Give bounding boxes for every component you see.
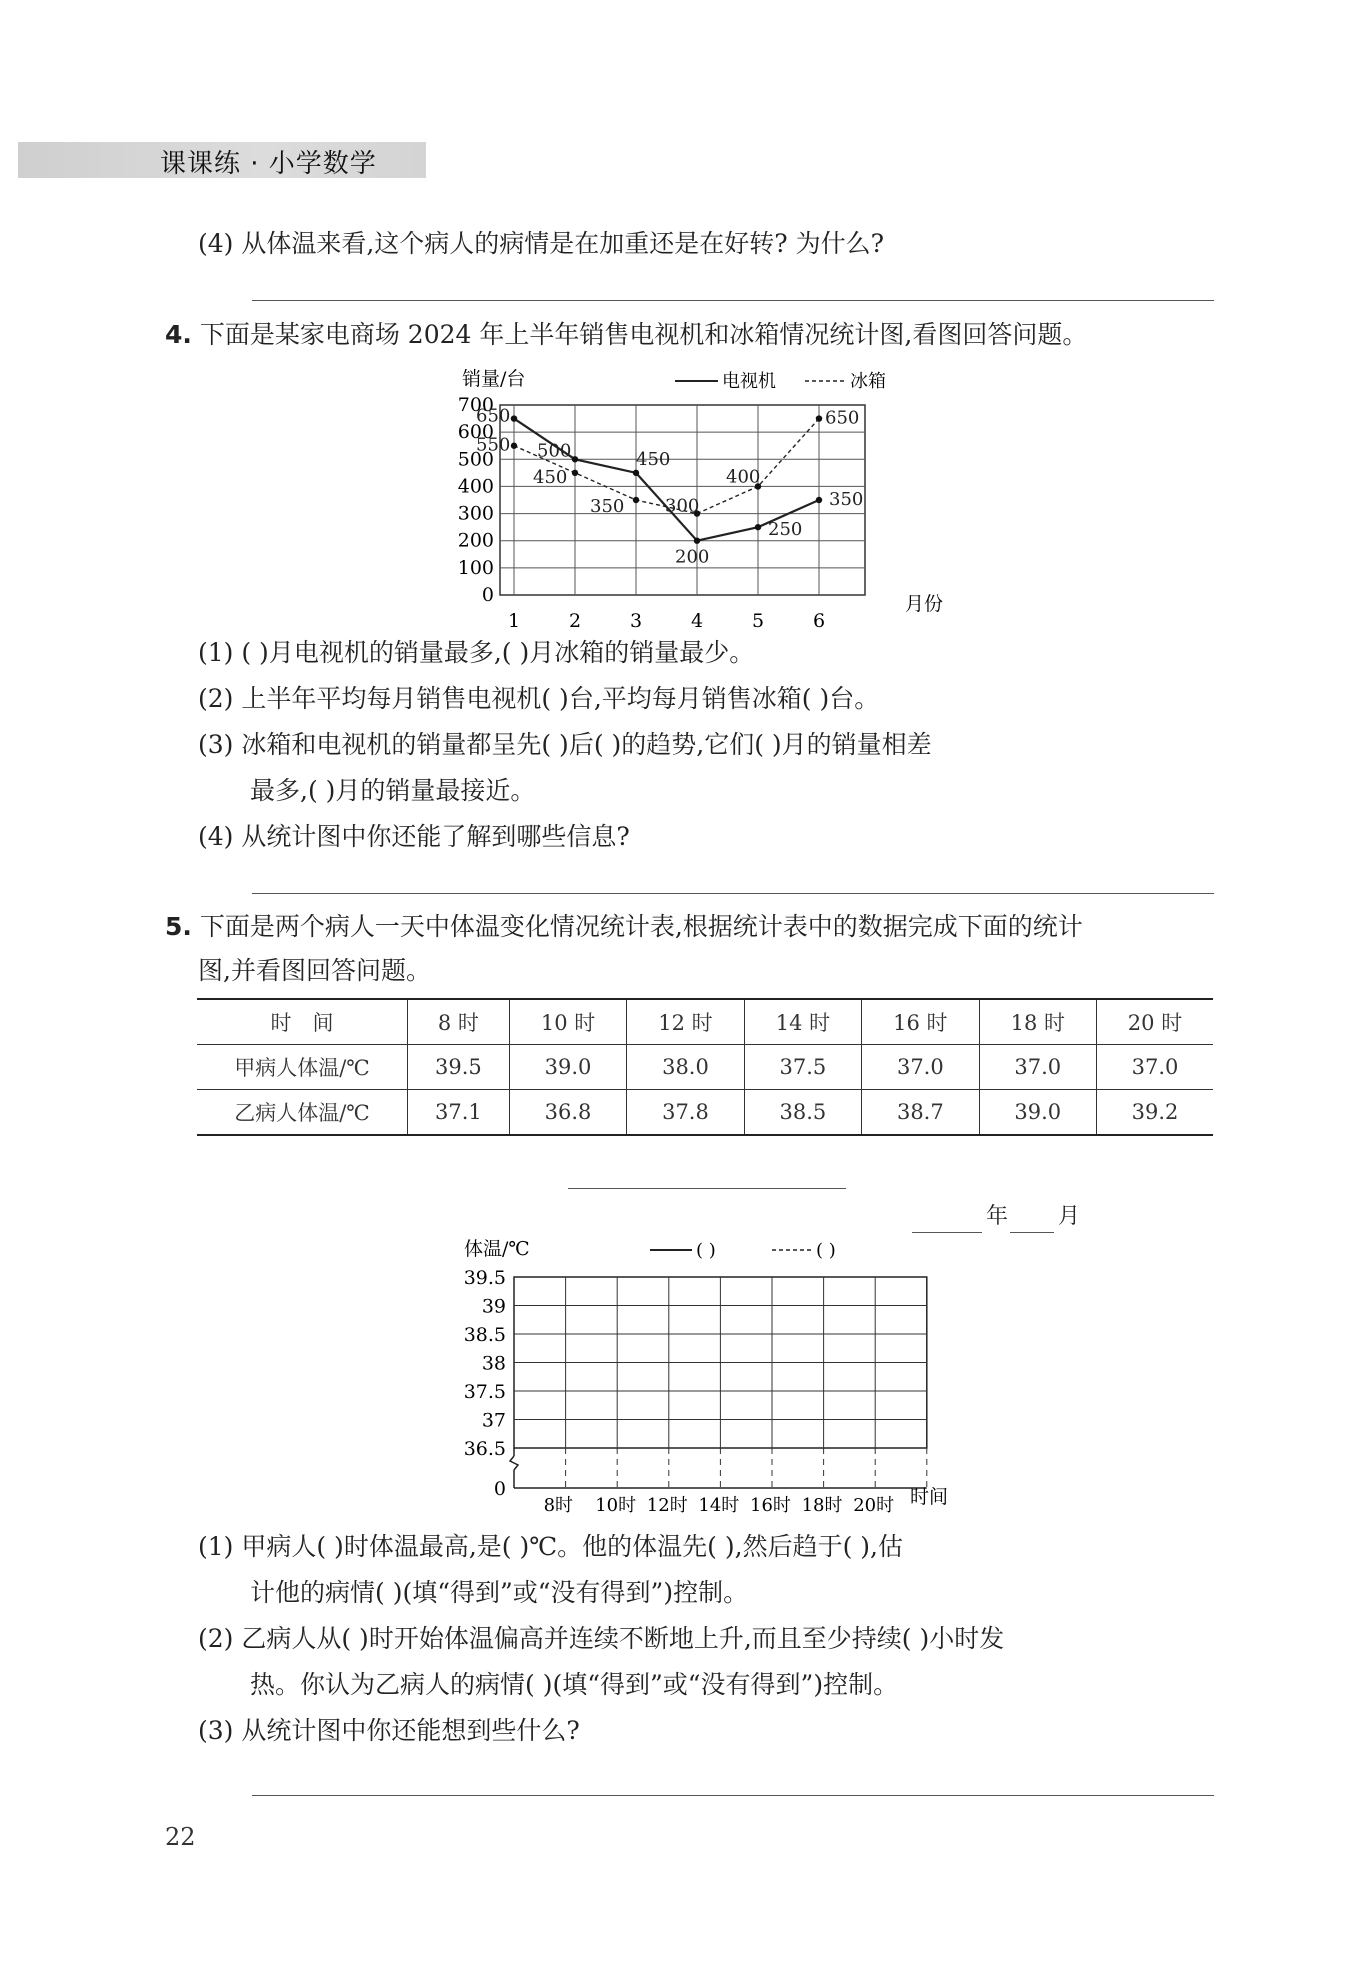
table-row: [197, 1090, 1213, 1136]
chart1-x-tick-label: 2: [568, 610, 582, 632]
q4-item-1: (1) ( )月电视机的销量最多,( )月冰箱的销量最少。: [198, 638, 755, 667]
month-label: 月: [1058, 1204, 1081, 1229]
q5-item-2-cont: 热。你认为乙病人的病情( )(填“得到”或“没有得到”)控制。: [250, 1670, 899, 1699]
table-cell: 37.1: [408, 1090, 510, 1136]
chart2-y-axis-label: 体温/℃: [464, 1238, 530, 1260]
chart2-y-tick-label: 0: [493, 1478, 506, 1500]
table-cell: 37.5: [744, 1045, 861, 1090]
month-blank: [1010, 1232, 1054, 1233]
chart1-x-tick-label: 4: [690, 610, 704, 632]
chart1-y-tick-label: 600: [457, 421, 494, 444]
table-header-cell: 20 时: [1097, 999, 1214, 1045]
chart1-point: [633, 470, 639, 476]
chart1-data-label: 650: [476, 405, 511, 427]
chart1-data-label: 650: [825, 407, 860, 429]
table-header-cell: 12 时: [627, 999, 744, 1045]
q5-item-1-cont: 计他的病情( )(填“得到”或“没有得到”)控制。: [250, 1578, 749, 1607]
chart1-y-tick-label: 0: [481, 584, 494, 606]
table-cell: 39.5: [408, 1045, 510, 1090]
q4-text: 下面是某家电商场 2024 年上半年销售电视机和冰箱情况统计图,看图回答问题。: [199, 320, 1088, 349]
q5-text-line1: 下面是两个病人一天中体温变化情况统计表,根据统计表中的数据完成下面的统计: [199, 912, 1083, 941]
chart2-x-tick-label: 18时: [801, 1495, 843, 1516]
chart2-axis-break: [510, 1456, 518, 1470]
chart2-x-tick-label: 10时: [595, 1495, 637, 1516]
table-cell: 乙病人体温/℃: [197, 1090, 408, 1136]
table-row: [197, 1045, 1213, 1090]
temperature-chart: [450, 1235, 1010, 1516]
chart1-x-tick-labels: [508, 610, 825, 632]
table-header-cell: 18 时: [979, 999, 1096, 1045]
table-cell: 甲病人体温/℃: [197, 1045, 408, 1090]
year-label: 年: [986, 1204, 1009, 1229]
chart2-x-tick-label: 16时: [750, 1495, 791, 1516]
chart1-legend-label: 冰箱: [850, 371, 886, 392]
chart2-x-tick-label: 12时: [646, 1495, 688, 1516]
sales-chart: [440, 360, 1040, 632]
chart2-y-tick-labels: [464, 1267, 506, 1500]
q5-question-line1: [165, 910, 1083, 944]
q4-number: 4.: [165, 320, 192, 349]
table-cell: 39.0: [979, 1090, 1096, 1136]
year-blank: [912, 1232, 982, 1233]
table-header-cell: 8 时: [408, 999, 510, 1045]
chart1-x-tick-label: 3: [629, 610, 643, 632]
chart1-point: [694, 538, 700, 544]
table-cell: 36.8: [509, 1090, 626, 1136]
chart2-legend-blank: ( ): [696, 1240, 716, 1261]
chart1-point: [511, 415, 517, 421]
table-cell: 37.0: [979, 1045, 1096, 1090]
chart1-data-label: 200: [675, 546, 710, 568]
temperature-table: [197, 998, 1213, 1136]
chart1-data-label: 350: [829, 489, 864, 510]
table-cell: 37.8: [627, 1090, 744, 1136]
chart2-x-tick-label: 14时: [698, 1495, 740, 1516]
chart1-data-label: 250: [768, 519, 803, 541]
chart2-x-tick-label: 20时: [853, 1495, 895, 1516]
chart1-y-tick-label: 400: [457, 475, 494, 498]
page-number: 22: [165, 1823, 196, 1851]
chart1-data-label: 550: [476, 434, 511, 456]
chart2-y-tick-label: 39.5: [463, 1267, 506, 1289]
chart2-grid: [510, 1277, 927, 1488]
q5-item-3: (3) 从统计图中你还能想到些什么?: [198, 1716, 580, 1745]
chart2-x-tick-label: 8时: [543, 1495, 574, 1516]
chart1-y-tick-label: 100: [457, 556, 494, 579]
chart1-point: [755, 524, 761, 530]
q4-item-3-cont: 最多,( )月的销量最接近。: [250, 776, 536, 805]
table-cell: 38.0: [627, 1045, 744, 1090]
q5-item-2: (2) 乙病人从( )时开始体温偏高并连续不断地上升,而且至少持续( )小时发: [198, 1624, 1005, 1653]
chart1-x-tick-label: 1: [507, 610, 521, 632]
table-cell: 38.7: [862, 1090, 979, 1136]
chart1-y-tick-label: 200: [457, 529, 494, 552]
q4-item-3: (3) 冰箱和电视机的销量都呈先( )后( )的趋势,它们( )月的销量相差: [198, 730, 932, 759]
chart1-x-tick-label: 6: [812, 610, 826, 632]
chart1-x-axis-label: 月份: [905, 593, 944, 615]
chart2-y-tick-label: 37.5: [463, 1381, 506, 1403]
chart1-x-tick-label: 5: [751, 610, 765, 632]
table-header-row: [197, 999, 1213, 1045]
chart2-x-tick-labels: [544, 1495, 895, 1516]
table-header-cell: 时 间: [197, 999, 408, 1045]
table-cell: 38.5: [744, 1090, 861, 1136]
header-title: 课课练 · 小学数学: [160, 149, 377, 179]
q5-question-line2: 图,并看图回答问题。: [198, 956, 431, 985]
chart1-legend-label: 电视机: [722, 371, 776, 392]
chart2-legend: [650, 1240, 836, 1261]
q4-question: [165, 318, 1087, 352]
chart1-data-label: 300: [665, 495, 700, 517]
q4-item-2: (2) 上半年平均每月销售电视机( )台,平均每月销售冰箱( )台。: [198, 684, 880, 713]
chart1-point: [633, 497, 639, 503]
chart1-legend: [675, 371, 886, 392]
q5-item-1: (1) 甲病人( )时体温最高,是( )℃。他的体温先( ),然后趋于( ),估: [198, 1532, 903, 1561]
q3-item-4: (4) 从体温来看,这个病人的病情是在加重还是在好转? 为什么?: [198, 229, 885, 258]
table-cell: 39.0: [509, 1045, 626, 1090]
chart1-data-label: 500: [537, 440, 572, 462]
chart2-legend-blank: ( ): [816, 1240, 836, 1261]
table-cell: 39.2: [1097, 1090, 1214, 1136]
q4-item-4: (4) 从统计图中你还能了解到哪些信息?: [198, 822, 630, 851]
table-header-cell: 10 时: [509, 999, 626, 1045]
chart1-data-label: 400: [726, 466, 761, 488]
chart1-y-tick-label: 500: [457, 448, 494, 471]
chart1-y-axis-label: 销量/台: [462, 368, 526, 390]
chart2-y-tick-label: 39: [481, 1295, 506, 1318]
chart2-x-axis-label: 时间: [910, 1486, 949, 1508]
q5-number: 5.: [165, 912, 192, 941]
table-header-cell: 16 时: [862, 999, 979, 1045]
chart2-y-tick-label: 38.5: [463, 1324, 506, 1346]
chart1-point: [816, 415, 822, 421]
chart1-point: [572, 456, 578, 462]
table-cell: 37.0: [1097, 1045, 1214, 1090]
table-cell: 37.0: [862, 1045, 979, 1090]
chart1-y-tick-label: 700: [457, 394, 494, 416]
chart2-y-tick-label: 38: [481, 1352, 506, 1375]
chart1-data-label: 450: [636, 448, 671, 470]
q5-answer-line: [252, 1795, 1214, 1796]
q4-answer-line: [252, 893, 1214, 894]
chart1-y-tick-label: 300: [457, 502, 494, 525]
chart1-point: [816, 497, 822, 503]
chart-title-blank: [568, 1188, 846, 1189]
chart2-y-tick-label: 37: [481, 1409, 506, 1432]
q3-answer-line: [252, 300, 1214, 301]
chart2-y-tick-label: 36.5: [463, 1438, 506, 1460]
chart1-point: [572, 470, 578, 476]
chart1-data-label: 450: [533, 466, 568, 488]
table-header-cell: 14 时: [744, 999, 861, 1045]
chart1-data-label: 350: [590, 496, 625, 517]
chart1-point: [511, 443, 517, 449]
